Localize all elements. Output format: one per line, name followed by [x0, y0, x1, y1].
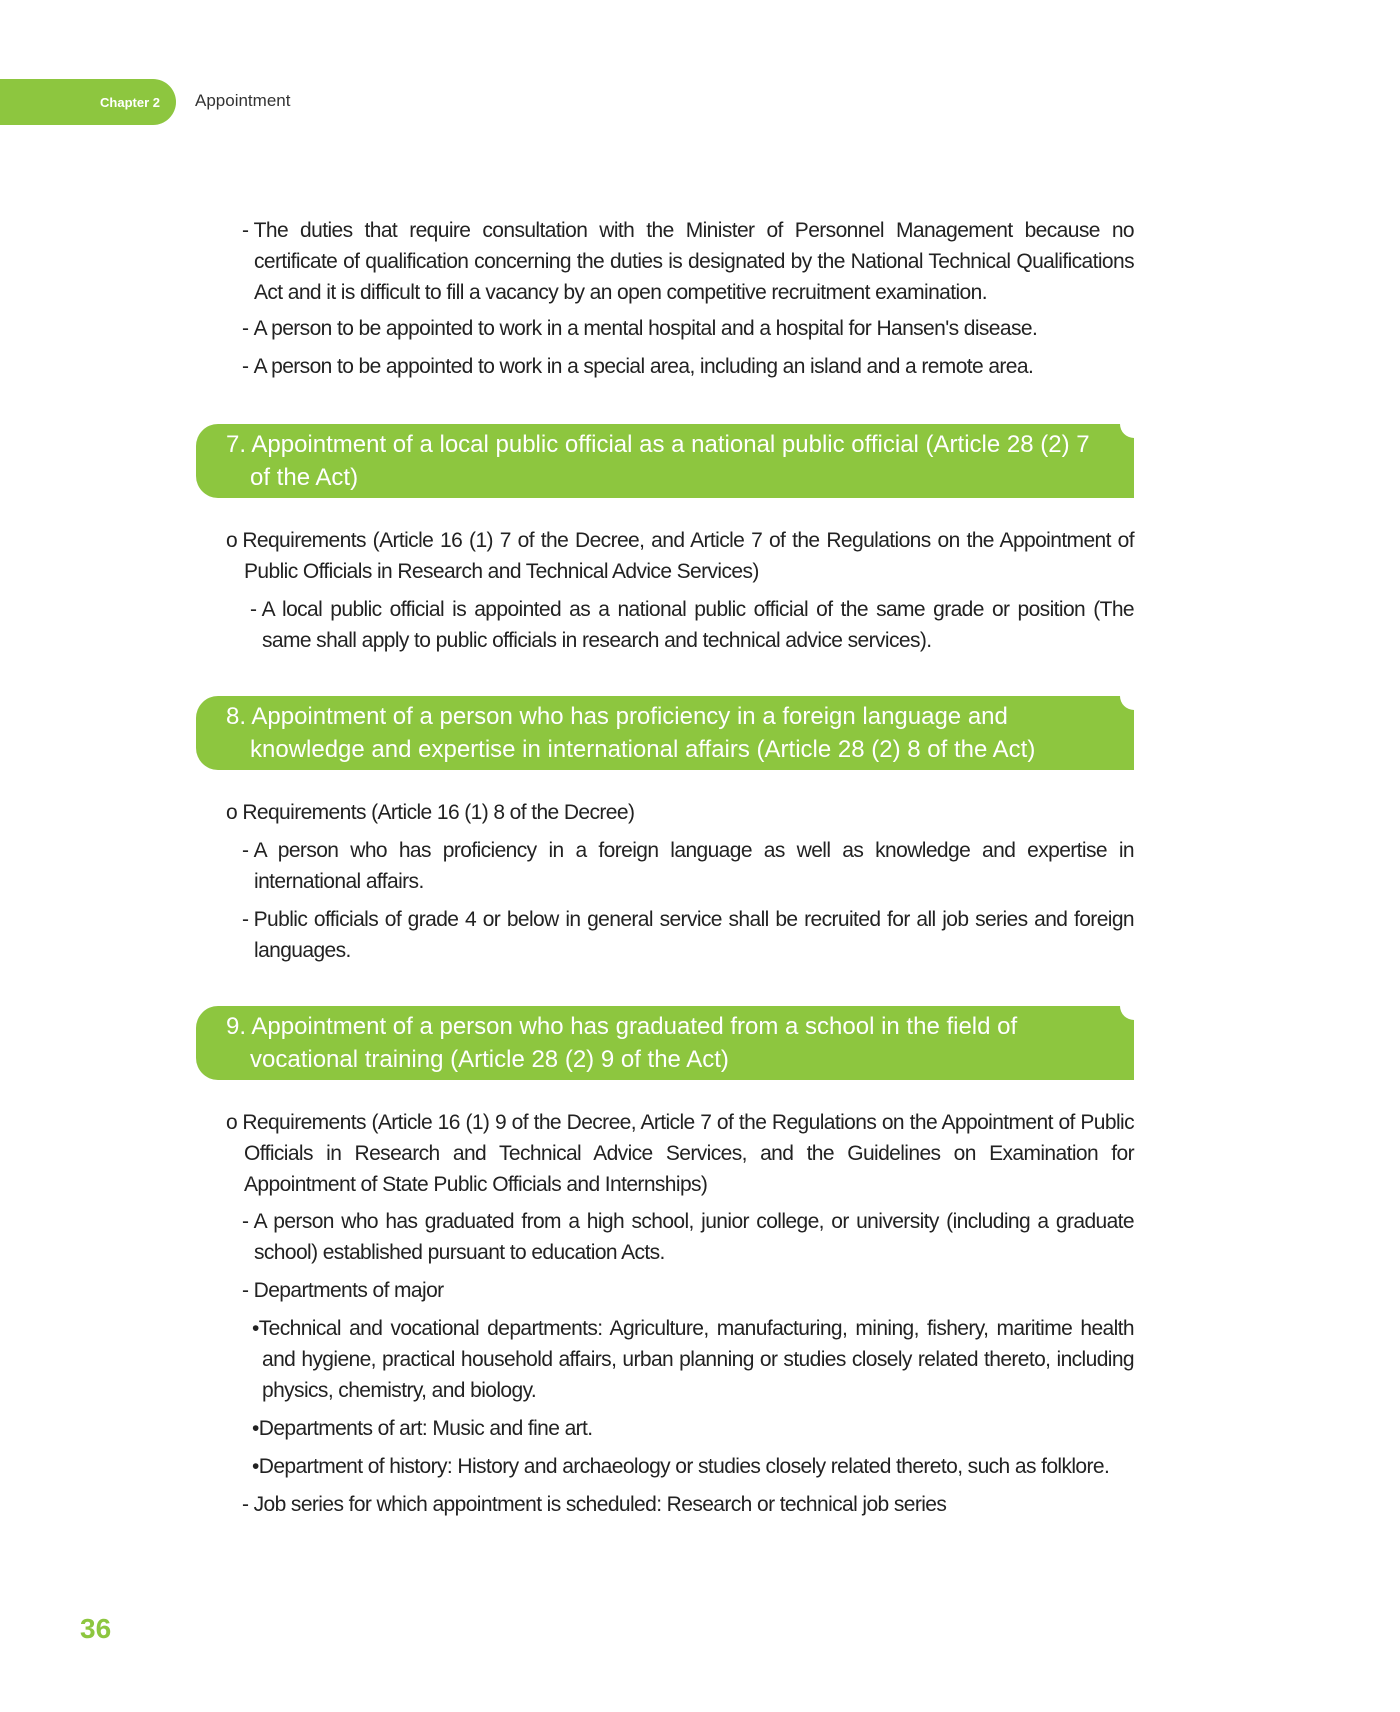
page-number: 36: [80, 1613, 112, 1644]
requirements-8: o Requirements (Article 16 (1) 8 of the Decree): [226, 801, 635, 824]
list-item: - Public officials of grade 4 or below in general service shall be recruited for all job series and foreign languages.: [242, 908, 1134, 962]
list-item: - A person who has graduated from a high school, junior college, or university (including a graduate school) established pursuant to education Acts.: [242, 1210, 1134, 1264]
list-item: - A local public official is appointed as a national public official of the same grade or position (The same shall apply to public officials in research and technical advice services).: [250, 598, 1134, 652]
list-item: - Departments of major: [242, 1279, 444, 1302]
section-heading-7: 7. Appointment of a local public official as a national public official (Article 28 (2) 7 of the Act): [196, 424, 1134, 498]
list-item: - The duties that require consultation with the Minister of Personnel Management because no certificate of qualification concerning the duties is designated by the National Technical Qualifications Act and it is difficult to fill a vacancy by an open competitive recruitment examination.: [242, 219, 1134, 304]
list-item: - A person to be appointed to work in a mental hospital and a hospital for Hansen's disease.: [242, 317, 1038, 340]
requirements-9: o Requirements (Article 16 (1) 9 of the Decree, Article 7 of the Regulations on the Appointment of Public Officials in Research and Technical Advice Services, and the Guidelines on Examination for Appointment of State Public Officials and Internships): [226, 1111, 1134, 1196]
section-heading-9: 9. Appointment of a person who has graduated from a school in the field of vocational training (Article 28 (2) 9 of the Act): [196, 1006, 1134, 1080]
list-item: - A person who has proficiency in a foreign language as well as knowledge and expertise in international affairs.: [242, 839, 1134, 893]
requirements-7: o Requirements (Article 16 (1) 7 of the Decree, and Article 7 of the Regulations on the Appointment of Public Officials in Research and Technical Advice Services): [226, 529, 1134, 583]
list-item: - Job series for which appointment is scheduled: Research or technical job series: [242, 1493, 947, 1516]
bullet-item: •Technical and vocational departments: Agriculture, manufacturing, mining, fishery, maritime health and hygiene, practical household affairs, urban planning or studies closely related thereto, including physics, chemistry, and biology.: [252, 1317, 1134, 1402]
chapter-tab: [0, 79, 176, 125]
section-heading-8: 8. Appointment of a person who has proficiency in a foreign language and knowledge and expertise in international affairs (Article 28 (2) 8 of the Act): [196, 696, 1134, 770]
chapter-title: Appointment: [195, 91, 291, 110]
list-item: - A person to be appointed to work in a special area, including an island and a remote area.: [242, 355, 1034, 378]
bullet-item: •Department of history: History and archaeology or studies closely related thereto, such as folklore.: [252, 1455, 1110, 1478]
bullet-item: •Departments of art: Music and fine art.: [252, 1417, 593, 1440]
chapter-label: Chapter 2: [100, 94, 160, 110]
